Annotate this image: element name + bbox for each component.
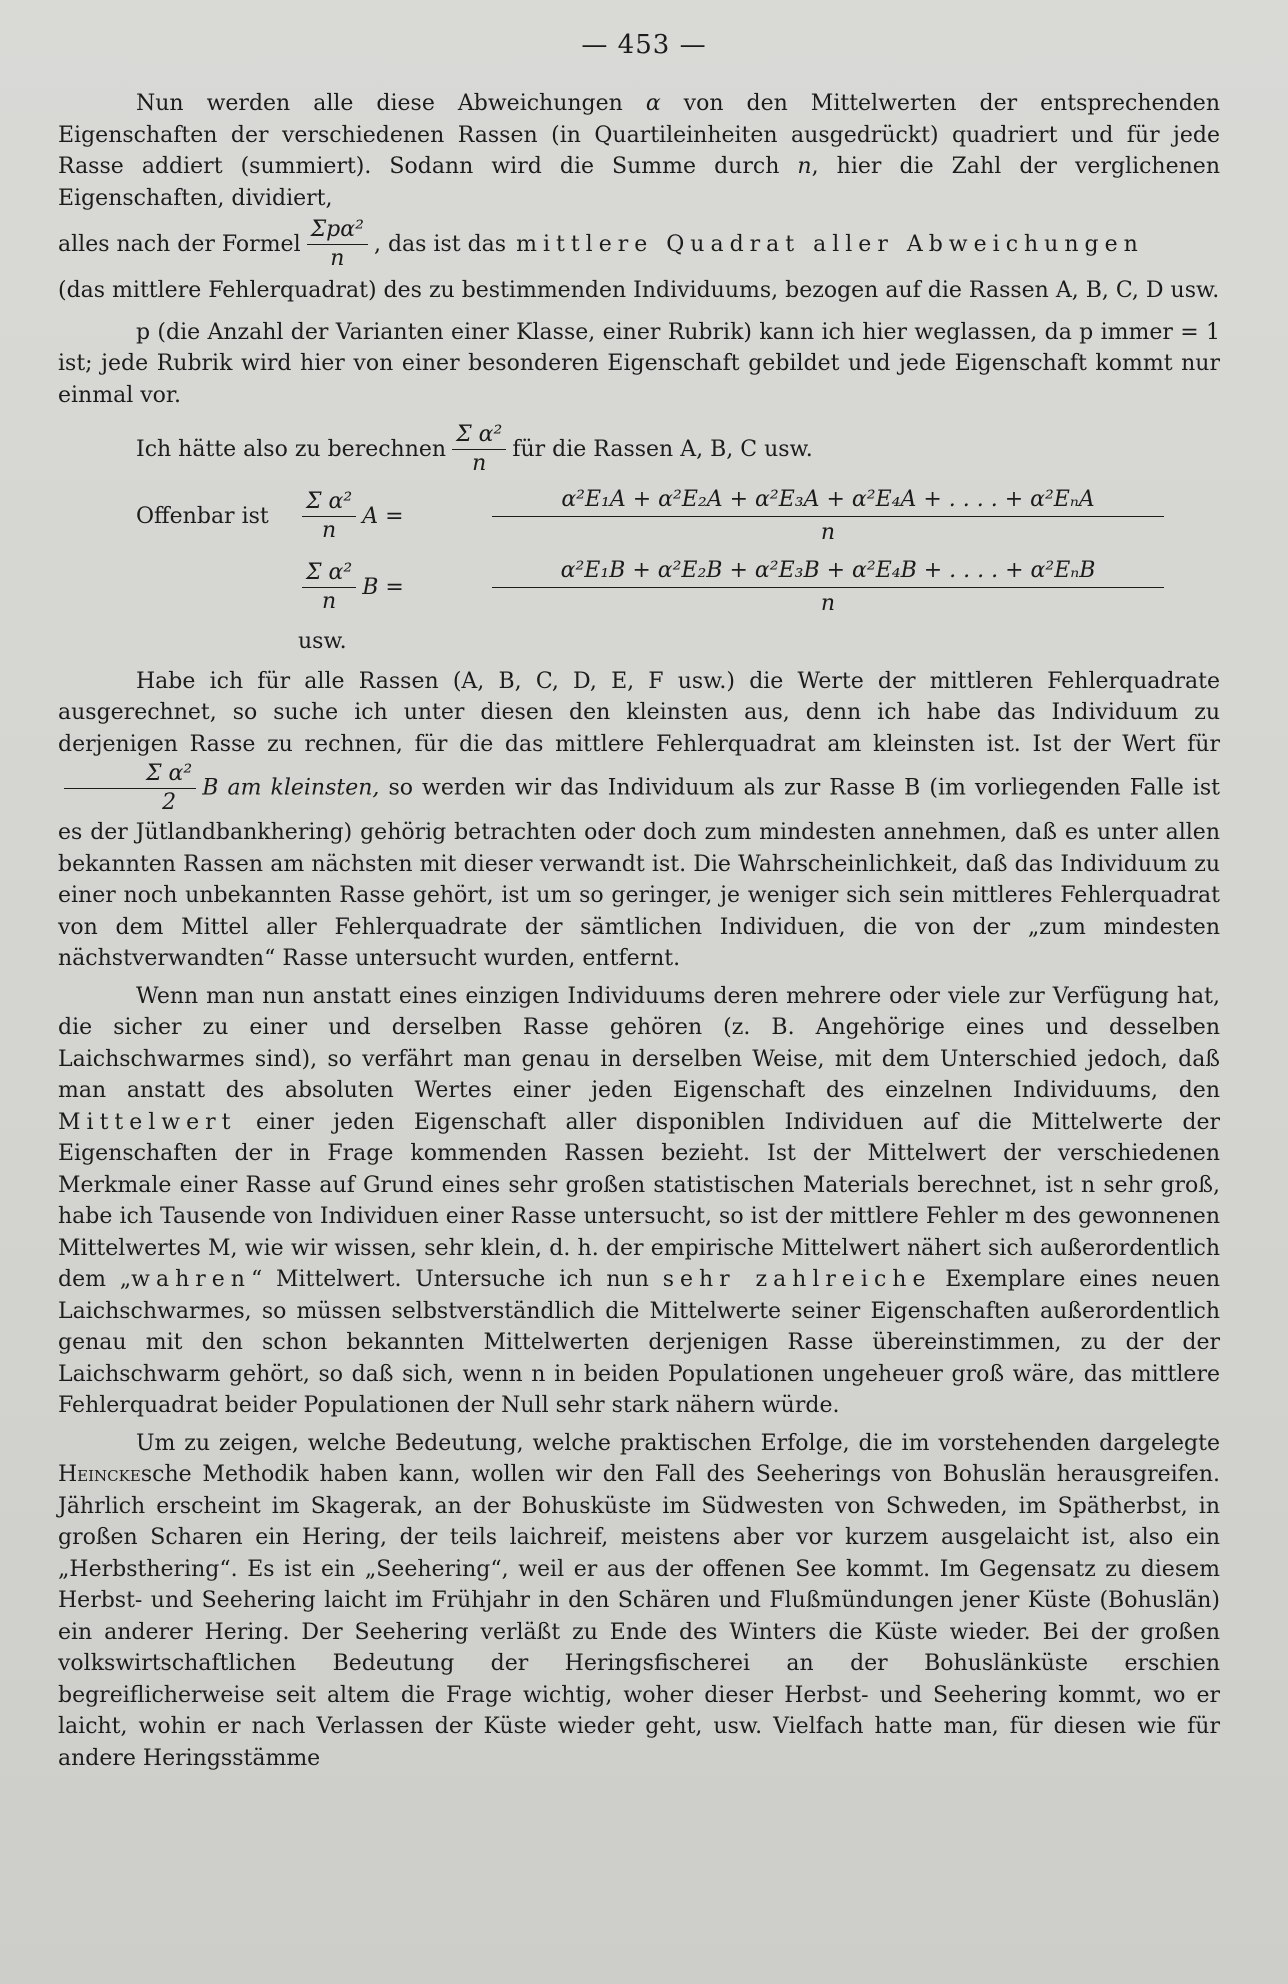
emphasis-spaced: mittlere Quadrat aller Abweichungen (516, 231, 1144, 257)
formula-line: alles nach der Formel $\frac{\text{Σpα²}}{n}$ , das ist das mittlere Quadrat aller Abweichungen (58, 217, 1144, 271)
sum-fraction-2: $\frac{\text{Σ α²}}{2}$ (64, 760, 196, 817)
equation-label: Offenbar ist (136, 503, 269, 529)
paragraph-5: Wenn man nun anstatt eines einzigen Individuums deren mehrere oder viele zur Verfügung hat, die sicher zu einer und derselben Rasse gehören (z. B. Angehörige eines und desselben Laichschwarmes sind), so verfährt man genau in derselben Weise, mit dem Unterschied jedoch, daß man anstatt des absoluten Wertes einer jeden Eigenschaft des einzelnen Individuums, den Mittelwert einer jeden Eigenschaft aller disponiblen Individuen auf die Mittelwerte der Eigenschaften der in Frage kommenden Rassen bezieht. Ist der Mittelwert der verschiedenen Merkmale einer Rasse auf Grund eines sehr großen statistischen Materials berechnet, ist n sehr groß, habe ich Tausende von Individuen einer Rasse untersucht, so ist der mittlere Fehler m des gewonnenen Mittelwertes M, wie wir wissen, sehr klein, d. h. der empirische Mittelwert nähert sich außerordentlich dem „wahren“ Mittelwert. Untersuche ich nun sehr zahlreiche Exemplare eines neuen Laichschwarmes, so müssen selbstverständlich die Mittelwerte seiner Eigenschaften außerordentlich genau mit den schon bekannten Mittelwerten derjenigen Rasse übereinstimmen, zu der der Laichschwarm gehört, so daß sich, wenn n in beiden Populationen ungeheuer groß wäre, das mittlere Fehlerquadrat beider Populationen der Null sehr stark nähern würde. (58, 983, 1221, 1418)
equation-B: $\frac{\text{Σ α²}}{n}$ B = $\frac{\text{α²E₁B + α²E₂B + α²E₃B + α²E₄B + . . . . + α²EₙB}}{n}$ (58, 555, 1220, 620)
page-body (58, 88, 1220, 1774)
alpha-symbol: α (645, 91, 661, 116)
equation-A: Offenbar ist $\frac{\text{Σ α²}}{n}$ A = $\frac{\text{α²E₁A + α²E₂A + α²E₃A + α²E₄A + . . . . + α²EₙA}}{n}$ (58, 484, 1220, 549)
equation-usw: usw. (298, 629, 347, 654)
paragraph-6: Um zu zeigen, welche Bedeutung, welche praktischen Erfolge, die im vorstehenden dargelegte Heinckesche Methodik haben kann, wollen wir den Fall des Seeherings von Bohuslän herausgreifen. Jährlich erscheint im Skagerak, an der Bohusküste im Südwesten von Schweden, im Spätherbst, in großen Scharen ein Hering, der teils laichreif, meistens aber vor kurzem ausgelaicht ist, also ein „Herbsthering“. Es ist ein „Seehering“, weil er aus der offenen See kommt. Im Gegensatz zu diesem Herbst- und Seehering laicht im Frühjahr in den Schären und Flußmündungen jener Küste (Bohuslän) ein anderer Hering. Der Seehering verläßt zu Ende des Winters die Küste wieder. Bei der großen volkswirtschaftlichen Bedeutung der Heringsfischerei an der Bohuslänküste erschien begreiflicherweise seit altem die Frage wichtig, woher dieser Herbst- und Seehering kommt, wo er laicht, wohin er nach Verlassen der Küste wieder geht, usw. Vielfach hatte man, für diesen wie für andere Heringsstämme (58, 1430, 1220, 1771)
sum-fraction: $\frac{\text{Σ α²}}{n}$ (452, 421, 506, 478)
page-number: — 453 — (581, 30, 707, 60)
paragraph-2: p (die Anzahl der Varianten einer Klasse, einer Rubrik) kann ich hier weglassen, da p immer = 1 ist; jede Rubrik wird hier von einer besonderen Eigenschaft gebildet und jede Eigenschaft kommt nur einmal vor. (58, 319, 1220, 408)
formula-fraction: $\frac{\text{Σpα²}}{n}$ (307, 216, 368, 273)
formula-berechnen: Ich hätte also zu berechnen $\frac{\text{Σ α²}}{n}$ für die Rassen A, B, C usw. (136, 422, 813, 476)
author-name: Heincke (58, 1462, 141, 1487)
paragraph-1-end: (das mittlere Fehlerquadrat) des zu bestimmenden Individuums, bezogen auf die Rassen A, B, C, D usw. (58, 278, 1220, 303)
paragraph-4: Habe ich für alle Rassen (A, B, C, D, E, F usw.) die Werte der mittleren Fehlerquadrate ausgerechnet, so suche ich unter diesen den kleinsten aus, denn ich habe das Individuum zu derjenigen Rasse zu rechnen, für die das mittlere Fehlerquadrat am kleinsten ist. Ist der Wert für $\frac{\text{Σ α²}}{2}$ B am kleinsten, so werden wir das Individuum als zur Rasse B (im vorliegenden Falle ist es der Jütlandbankhering) gehörig betrachten oder doch zum mindesten annehmen, daß es unter allen bekannten Rassen am nächsten mit dieser verwandt ist. Die Wahrscheinlichkeit, daß das Individuum zu einer noch unbekannten Rasse gehört, ist um so geringer, je weniger sich sein mittleres Fehlerquadrat von dem Mittel aller Fehlerquadrate der sämtlichen Individuen, die von der „zum mindesten nächstverwandten“ Rasse untersucht wurden, entfernt. (58, 668, 1220, 971)
paragraph-1: Nun werden alle diese Abweichungen α von den Mittelwerten der entsprechenden Eigenschaften der verschiedenen Rassen (in Quartileinheiten ausgedrückt) quadriert und für jede Rasse addiert (summiert). Sodann wird die Summe durch n, hier die Zahl der verglichenen Eigenschaften, dividiert, (58, 91, 1220, 211)
n-symbol: n (797, 154, 812, 179)
